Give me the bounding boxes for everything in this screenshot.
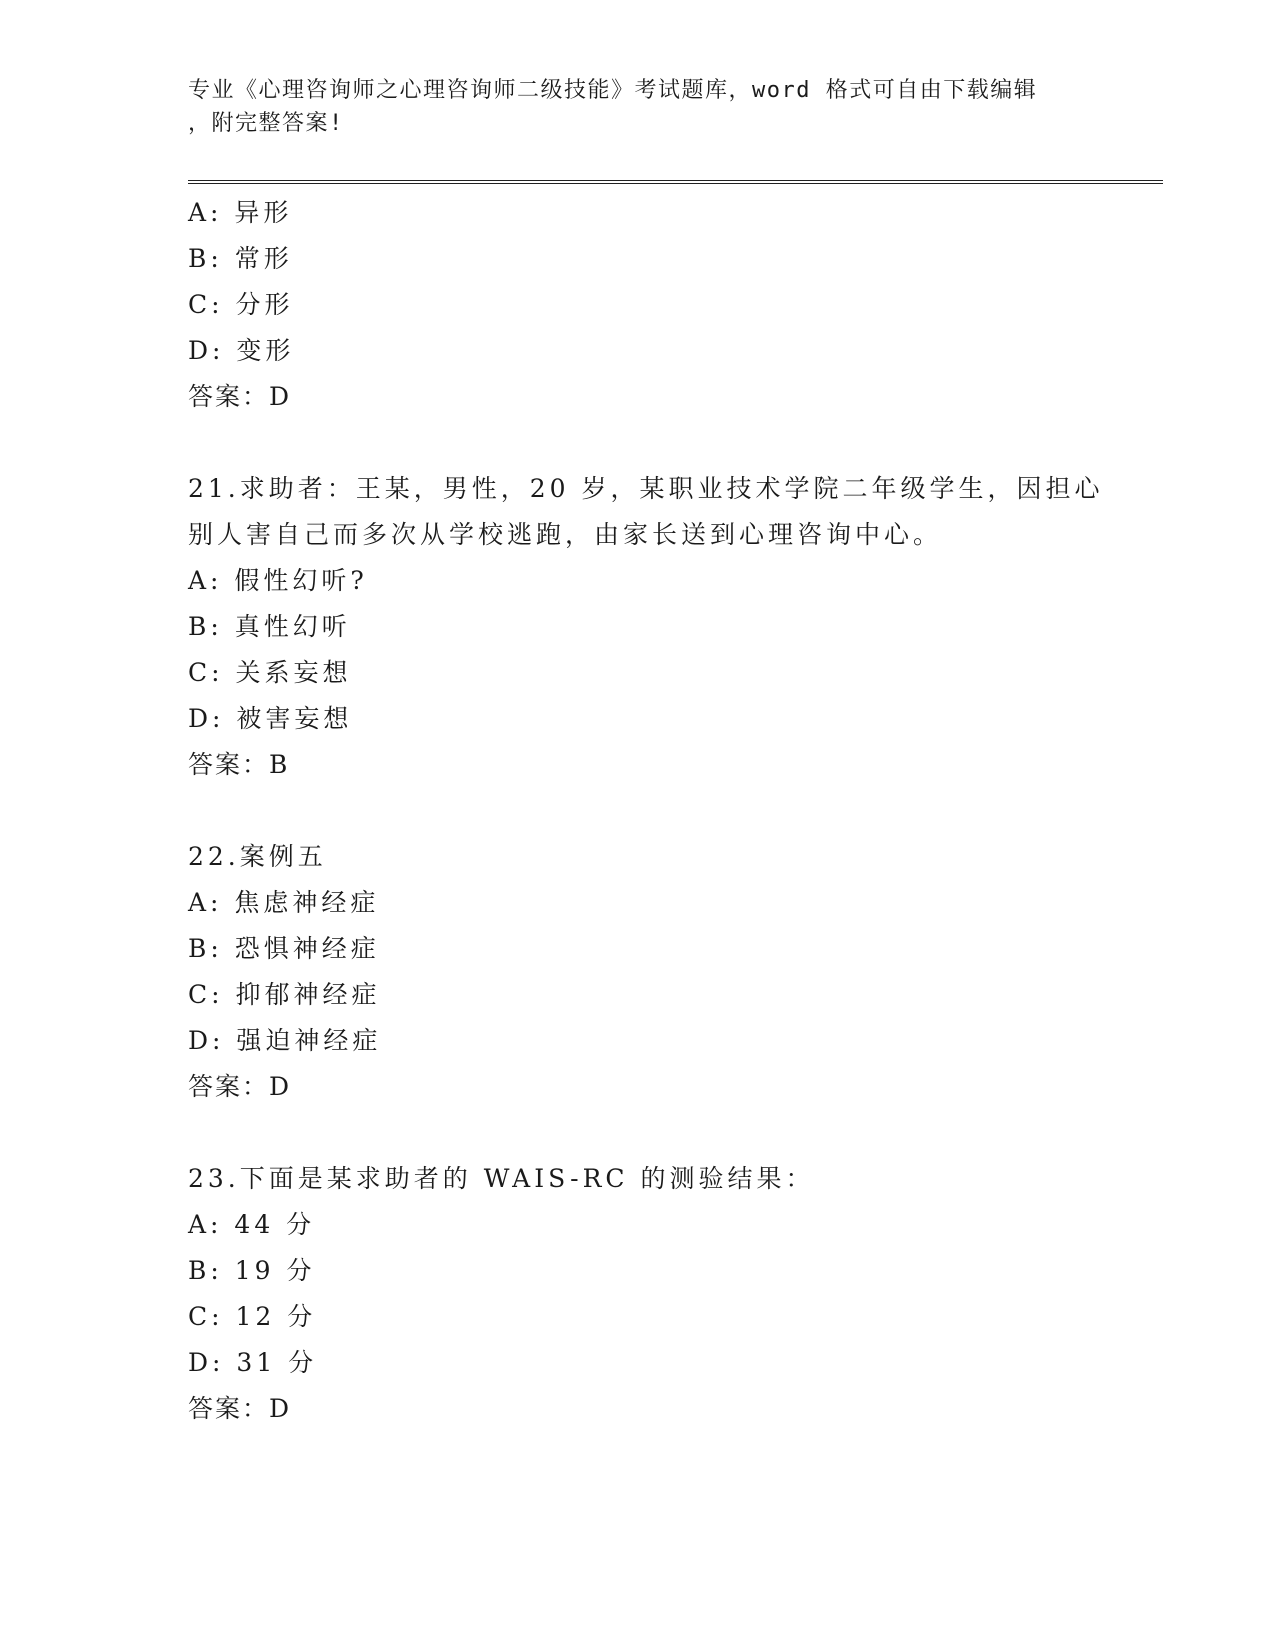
option-c: C: 分形 bbox=[188, 290, 294, 319]
question-stem-continued: 别人害自己而多次从学校逃跑，由家长送到心理咨询中心。 bbox=[188, 520, 943, 549]
question-stem: 22.案例五 bbox=[188, 842, 327, 871]
answer-line: 答案：D bbox=[188, 382, 292, 411]
option-a: A: 44 分 bbox=[188, 1210, 316, 1239]
spacer bbox=[188, 1110, 1163, 1156]
option-c: C: 12 分 bbox=[188, 1302, 317, 1331]
header-line-2: ，附完整答案! bbox=[188, 111, 344, 136]
option-d: D: 变形 bbox=[188, 336, 295, 365]
question-list bbox=[188, 190, 1163, 1432]
question-stem: 23.下面是某求助者的 WAIS-RC 的测验结果： bbox=[188, 1164, 815, 1193]
option-a: A: 焦虑神经症 bbox=[188, 888, 380, 917]
option-c: C: 抑郁神经症 bbox=[188, 980, 381, 1009]
answer-line: 答案：B bbox=[188, 750, 290, 779]
option-b: B: 真性幻听 bbox=[188, 612, 351, 641]
option-b: B: 常形 bbox=[188, 244, 293, 273]
option-b: B: 恐惧神经症 bbox=[188, 934, 380, 963]
question-stem: 21.求助者：王某，男性，20 岁，某职业技术学院二年级学生，因担心 bbox=[188, 474, 1104, 503]
option-d: D: 被害妄想 bbox=[188, 704, 353, 733]
question-block-21 bbox=[188, 466, 1163, 788]
option-b: B: 19 分 bbox=[188, 1256, 316, 1285]
header-line-1: 专业《心理咨询师之心理咨询师二级技能》考试题库，word 格式可自由下载编辑 bbox=[188, 78, 1038, 103]
question-block-22 bbox=[188, 834, 1163, 1110]
option-d: D: 31 分 bbox=[188, 1348, 318, 1377]
option-d: D: 强迫神经症 bbox=[188, 1026, 382, 1055]
spacer bbox=[188, 420, 1163, 466]
option-c: C: 关系妄想 bbox=[188, 658, 352, 687]
question-block-20 bbox=[188, 190, 1163, 420]
answer-line: 答案：D bbox=[188, 1394, 292, 1423]
header-divider bbox=[188, 180, 1163, 184]
question-block-23 bbox=[188, 1156, 1163, 1432]
option-a: A: 假性幻听? bbox=[188, 566, 368, 595]
answer-line: 答案：D bbox=[188, 1072, 292, 1101]
document-header bbox=[188, 74, 1088, 140]
option-a: A: 异形 bbox=[188, 198, 293, 227]
spacer bbox=[188, 788, 1163, 834]
